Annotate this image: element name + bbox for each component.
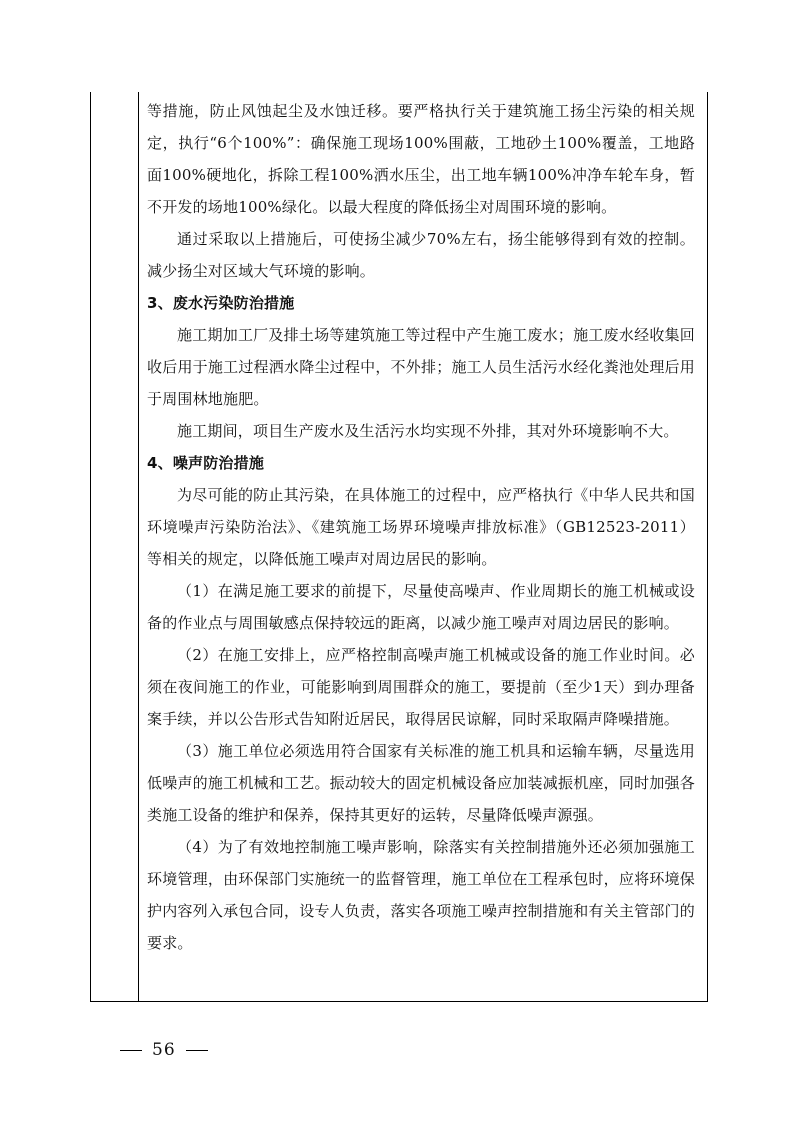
paragraph: （3）施工单位必须选用符合国家有关标准的施工机具和运输车辆，尽量选用低噪声的施工机械和工艺。振动较大的固定机械设备应加装减振机座，同时加强各类施工设备的维护和保养，保持其更好的运转，尽量降低噪声源强。 [147, 742, 695, 824]
table-content-cell [147, 95, 695, 959]
paragraph: （2）在施工安排上，应严格控制高噪声施工机械或设备的施工作业时间。必须在夜间施工的作业，可能影响到周围群众的施工，要提前（至少1天）到办理备案手续，并以公告形式告知附近居民，取得居民谅解，同时采取隔声降噪措施。 [147, 646, 695, 728]
paragraph: 施工期加工厂及排土场等建筑施工等过程中产生施工废水；施工废水经收集回收后用于施工过程洒水降尘过程中，不外排；施工人员生活污水经化粪池处理后用于周围林地施肥。 [147, 326, 695, 408]
paragraph: （4）为了有效地控制施工噪声影响，除落实有关控制措施外还必须加强施工环境管理，由环保部门实施统一的监督管理，施工单位在工程承包时，应将环境保护内容列入承包合同，设专人负责，落实各项施工噪声控制措施和有关主管部门的要求。 [147, 838, 695, 952]
footer-dash-left [120, 1050, 142, 1051]
page-footer [120, 1040, 208, 1060]
page-number: 56 [152, 1040, 176, 1060]
section-heading: 4、噪声防治措施 [147, 454, 265, 472]
section-heading: 3、废水污染防治措施 [147, 294, 295, 312]
paragraph: 等措施，防止风蚀起尘及水蚀迁移。要严格执行关于建筑施工扬尘污染的相关规定，执行“6个100%”：确保施工现场100%围蔽，工地砂土100%覆盖，工地路面100%硬地化，拆除工程100%洒水压尘，出工地车辆100%冲净车轮车身，暂不开发的场地100%绿化。以最大程度的降低扬尘对周围环境的影响。 [147, 102, 695, 216]
paragraph: 通过采取以上措施后，可使扬尘减少70%左右，扬尘能够得到有效的控制。减少扬尘对区域大气环境的影响。 [147, 230, 695, 280]
table-frame [90, 92, 708, 1002]
paragraph: 为尽可能的防止其污染，在具体施工的过程中，应严格执行《中华人民共和国环境噪声污染防治法》、《建筑施工场界环境噪声排放标准》（GB12523-2011）等相关的规定，以降低施工噪声对周边居民的影响。 [147, 486, 695, 568]
footer-dash-right [186, 1050, 208, 1051]
paragraph: （1）在满足施工要求的前提下，尽量使高噪声、作业周期长的施工机械或设备的作业点与周围敏感点保持较远的距离，以减少施工噪声对周边居民的影响。 [147, 582, 695, 632]
table-column-divider [138, 92, 139, 1001]
paragraph: 施工期间，项目生产废水及生活污水均实现不外排，其对外环境影响不大。 [177, 422, 679, 440]
